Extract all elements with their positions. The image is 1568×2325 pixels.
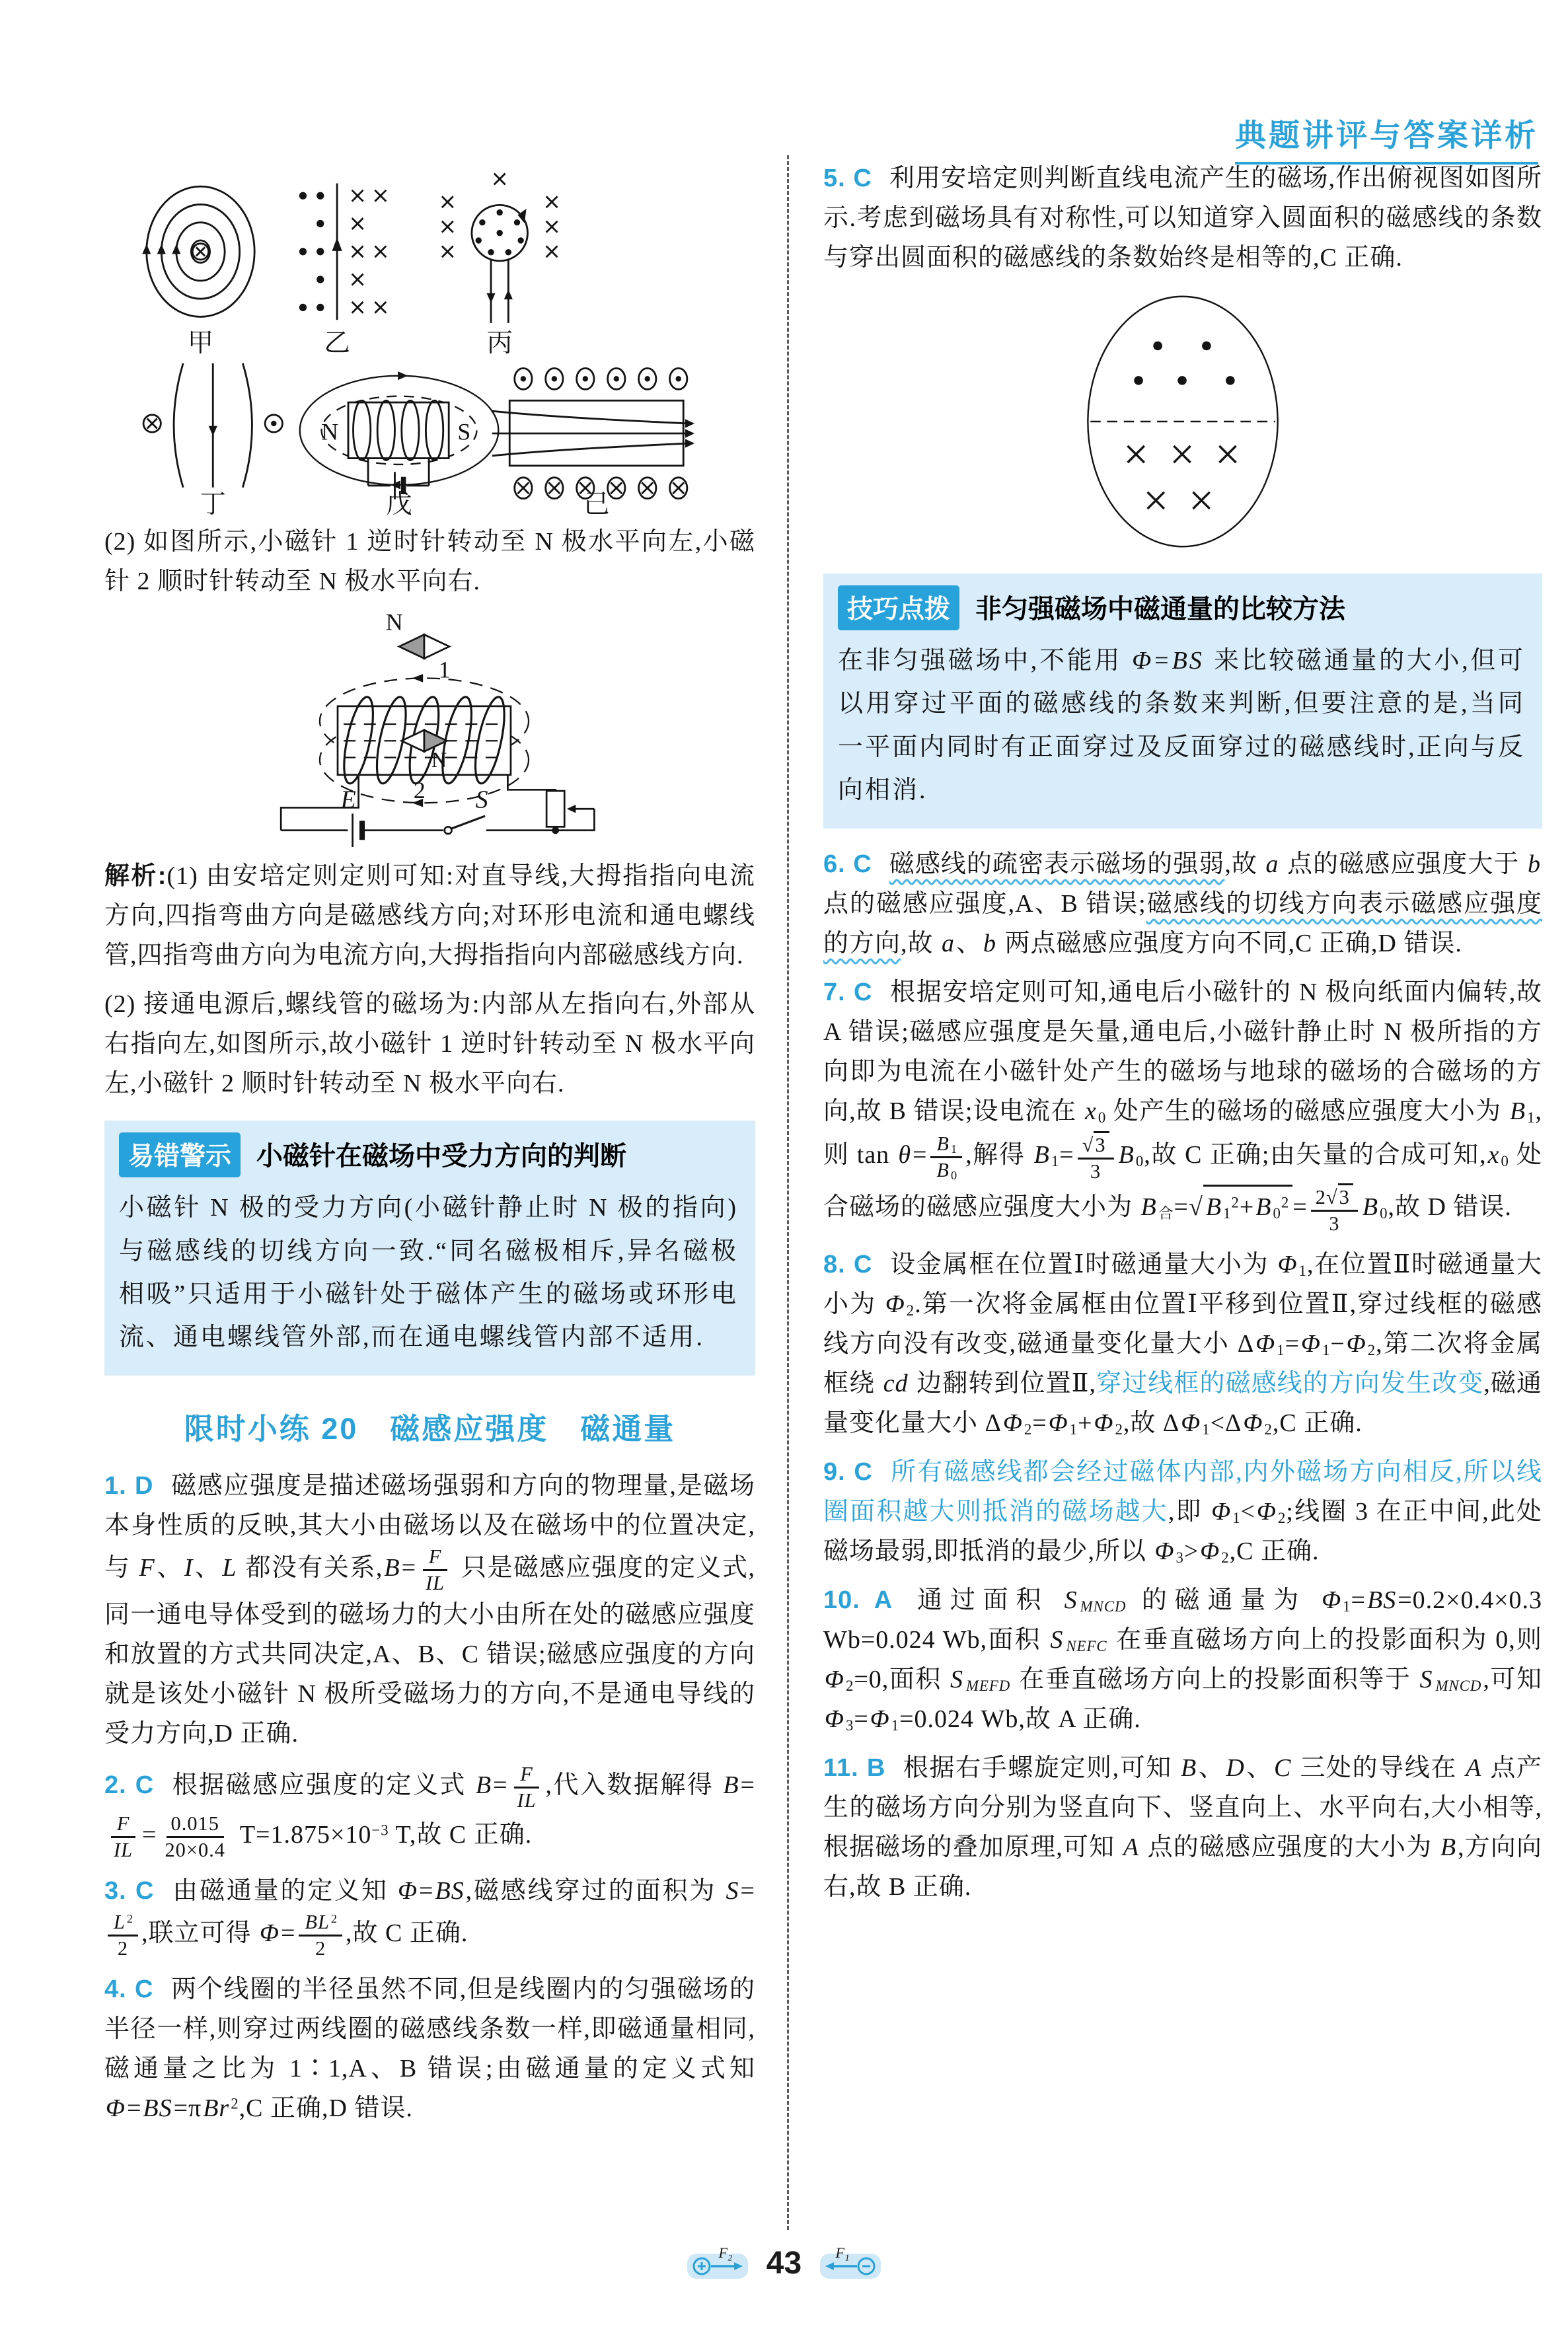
answer-item: 9. C 所有磁感线都会经过磁体内部,内外磁场方向相反,所以线圈面积越大则抵消的磁场越大,即 $\Phi_1<\Phi_2$;线圈 3 在正中间,此处磁场最弱,即抵消的最少,所以 $\Phi_3>\Phi_2,C$ 正确.: [823, 1458, 1542, 1566]
tip-box-title: 非匀强磁场中磁通量的比较方法: [975, 595, 1346, 624]
tip-box-header: [838, 585, 1525, 630]
jiexi-paragraph: 解析:(1) 由安培定则定则可知:对直导线,大拇指指向电流方向,四指弯曲方向是磁感线方向;对环形电流和通电螺线管,四指弯曲方向为电流方向,大拇指指向内部磁感线方向.: [104, 862, 756, 970]
warning-box-label: 易错警示: [119, 1132, 241, 1177]
warning-box: [104, 1121, 755, 1375]
answer-item: 11. B 根据右手螺旋定则,可知 B、D、C 三处的导线在 A 点产生的磁场方向分别为竖直向下、竖直向上、水平向右,大小相等,根据磁场的叠加原理,可知 A 点的磁感应强度的大小为 B,方向向右,故 B 正确.: [823, 1753, 1542, 1901]
figure-solenoid-compass-circuit: [245, 610, 615, 850]
figure-label-ji: 己: [583, 490, 609, 515]
needle1-number: 1: [438, 656, 451, 683]
answer-item-number: 7. C: [823, 978, 873, 1006]
warning-box-title: 小磁针在磁场中受力方向的判断: [256, 1142, 627, 1171]
answer-item: 8. C 设金属框在位置Ⅰ时磁通量大小为 $\Phi_1$,在位置Ⅱ时磁通量大小为 $\Phi_2$.第一次将金属框由位置Ⅰ平移到位置Ⅱ,穿过线框的磁感线方向没有改变,磁通量变化量大小 $\Delta\Phi_1=\Phi_1-\Phi_2$,第二次将金属框绕 cd 边翻转到位置Ⅱ,穿过线框的磁感线的方向发生改变,磁通量变化量大小 $\Delta\Phi_2=\Phi_1+\Phi_2$,故 $\Delta\Phi_1<\Delta\Phi_2,C$ 正确.: [823, 1250, 1542, 1438]
tip-box-body: 在非匀强磁场中,不能用 Φ=BS 来比较磁通量的大小,但可以用穿过平面的磁感线的条数来判断,但要注意的是,当同一平面内同时有正面穿过及反面穿过的磁感线时,正向与反向相消.: [838, 647, 1525, 805]
page-number: 43: [766, 2246, 802, 2281]
footer-f2-label: F₂: [718, 2245, 733, 2261]
paragraph-part2-statement: (2) 如图所示,小磁针 1 逆时针转动至 N 极水平向左,小磁针 2 顺时针转动至 N 极水平向右.: [104, 528, 755, 596]
solenoid-n-label: N: [320, 418, 338, 445]
answer-item-number: 4. C: [104, 1975, 154, 2003]
answer-item: 6. C 磁感线的疏密表示磁场的强弱,故 a 点的磁感应强度大于 b 点的磁感应强度,A、B 错误;磁感线的切线方向表示磁感应强度的方向,故 a、b 两点磁感应强度方向不同,C 正确,D 错误.: [823, 850, 1542, 957]
right-answer-item-5: [823, 159, 1542, 277]
paragraph-part2-answer: (2) 接通电源后,螺线管的磁场为:内部从左指向右,外部从右指向左,如图所示,故小磁针 1 逆时针转动至 N 极水平向左,小磁针 2 顺时针转动至 N 极水平向右.: [104, 990, 755, 1098]
figure-label-jia: 甲: [187, 328, 213, 358]
right-column: [823, 155, 1542, 1916]
answer-item-number: 9. C: [823, 1458, 873, 1486]
warning-box-header: [119, 1132, 738, 1177]
needle2-number: 2: [413, 777, 426, 804]
section-title: 限时小练 20 磁感应强度 磁通量: [184, 1411, 676, 1446]
column-divider: [787, 155, 789, 2230]
left-answer-items: [104, 1466, 755, 2128]
tip-box-label: 技巧点拨: [838, 585, 959, 630]
answer-item: 1. D 磁感应强度是描述磁场强弱和方向的物理量,是磁场本身性质的反映,其大小由磁场以及在磁场中的位置决定,与 F、I、L 都没有关系,B= $\frac{F}{IL}$ 只是磁感应强度的定义式,同一通电导体受到的磁场力的大小由所在处的磁感应强度和放置的方式共同决定,A、B、C 错误;磁感应强度的方向就是该处小磁针 N 极所受磁场力的方向,不是通电导线的受力方向,D 正确.: [104, 1471, 755, 1748]
figure-label-ding: 丁: [200, 490, 226, 515]
right-answer-items: [823, 844, 1542, 1907]
diagram-yi-boundary-field: [299, 183, 385, 320]
compass-needle-1: [399, 635, 424, 659]
page-header-title: 典题讲评与答案详析: [1235, 111, 1538, 165]
figure-label-wu: 戊: [385, 490, 412, 515]
answer-item: 2. C 根据磁感应强度的定义式 B= $\frac{F}{IL}$ ,代入数据解得 B= $\frac{F}{IL}$ = $\frac{0.015}{20\times 0.4}$ $T=1.875\times 10^{-3}$ T,故 C 正确.: [104, 1762, 755, 1861]
answer-item-number: 10. A: [823, 1586, 893, 1614]
footer-force-icon-left: [686, 2246, 749, 2281]
diagram-bing-loop-wire-field: [441, 173, 557, 322]
footer-f1-label: F₁: [835, 2245, 850, 2261]
answer-item-number: 1. D: [104, 1471, 154, 1500]
switch-label: S: [475, 786, 488, 814]
needle1-n-label: N: [385, 610, 403, 636]
diagram-ji-slab-field: [492, 368, 694, 498]
diagram-jia-straight-wire-field: [142, 186, 254, 316]
needle2-n-label: N: [431, 749, 447, 773]
answer-item: 5. C 利用安培定则判断直线电流产生的磁场,作出俯视图如图所示.考虑到磁场具有对称性,可以知道穿入圆面积的磁感线的条数与穿出圆面积的磁感线的条数始终是相等的,C 正确.: [823, 165, 1542, 272]
tip-box: [823, 573, 1542, 828]
answer-item-number: 8. C: [823, 1250, 873, 1278]
answer-item: 10. A 通过面积 S $_{MNCD}$ 的磁通量为 $\Phi_1=BS=0.2\times 0.4\times 0.3$ Wb=0.024 Wb,面积 S $_{NEFC}$ 在垂直磁场方向上的投影面积为 0,则 $\Phi_2=0$,面积 S $_{MEFD}$ 在垂直磁场方向上的投影面积等于 S $_{MNCD}$,可知 $\Phi_3=\Phi_1=0.024$ Wb,故 A 正确.: [823, 1586, 1542, 1734]
answer-item: 3. C 由磁通量的定义知 Φ=BS,磁感线穿过的面积为 S= $\frac{L ^2}{2}$ ,联立可得 Φ= $\frac{BL ^2}{2}$ ,故 C 正确.: [104, 1876, 755, 1960]
answer-item-number: 5. C: [823, 165, 872, 192]
battery-label: E: [340, 786, 356, 814]
left-column: [104, 164, 755, 2137]
page-footer: [0, 2245, 1568, 2281]
answer-item-number: 3. C: [104, 1876, 155, 1905]
answer-item-number: 11. B: [823, 1753, 886, 1782]
answer-item: 4. C 两个线圈的半径虽然不同,但是线圈内的匀强磁场的半径一样,则穿过两线圈的磁感线条数一样,即磁通量相同,磁通量之比为 1∶1,A、B 错误;由磁通量的定义式知 Φ=BS=πBr$^2$,C 正确,D 错误.: [104, 1975, 755, 2122]
solenoid-s-label: S: [457, 418, 470, 445]
footer-force-icon-right: [819, 2246, 882, 2281]
figure-flux-circle: [1074, 287, 1292, 556]
diagram-ding-nonuniform-field: [143, 363, 282, 488]
figure-six-field-diagrams: [120, 168, 741, 515]
answer-item: 7. C 根据安培定则可知,通电后小磁针的 N 极向纸面内偏转,故 A 错误;磁感应强度是矢量,通电后,小磁针静止时 N 极所指的方向即为电流在小磁针处产生的磁场与地球的磁场的合磁场的方向,故 B 错误;设电流在 $x_0$ 处产生的磁场的磁感应强度大小为 $B_1$,则 tan θ= $\frac{B _1}{B _0}$ ,解得 $B_1=$ √ 3 3 $B_0$,故 C 正确;由矢量的合成可知$,x_0$ 处合磁场的磁感应强度大小为 $B_合=$ √ $B_1^2+B_0^2$ = 2 √ 3 3 $B_0$,故 D 错误.: [823, 978, 1542, 1235]
figure-label-bing: 丙: [486, 328, 513, 358]
warning-box-body: 小磁针 N 极的受力方向(小磁针静止时 N 极的指向)与磁感线的切线方向一致.“同名磁极相斥,异名磁极相吸”只适用于小磁针处于磁体产生的磁场或环形电流、通电螺线管外部,而在通电螺线管内部不适用.: [119, 1194, 738, 1352]
answer-item-number: 6. C: [823, 850, 872, 878]
diagram-wu-solenoid-field: [299, 371, 498, 499]
answer-item-number: 2. C: [104, 1771, 155, 1799]
figure-label-yi: 乙: [323, 328, 350, 358]
